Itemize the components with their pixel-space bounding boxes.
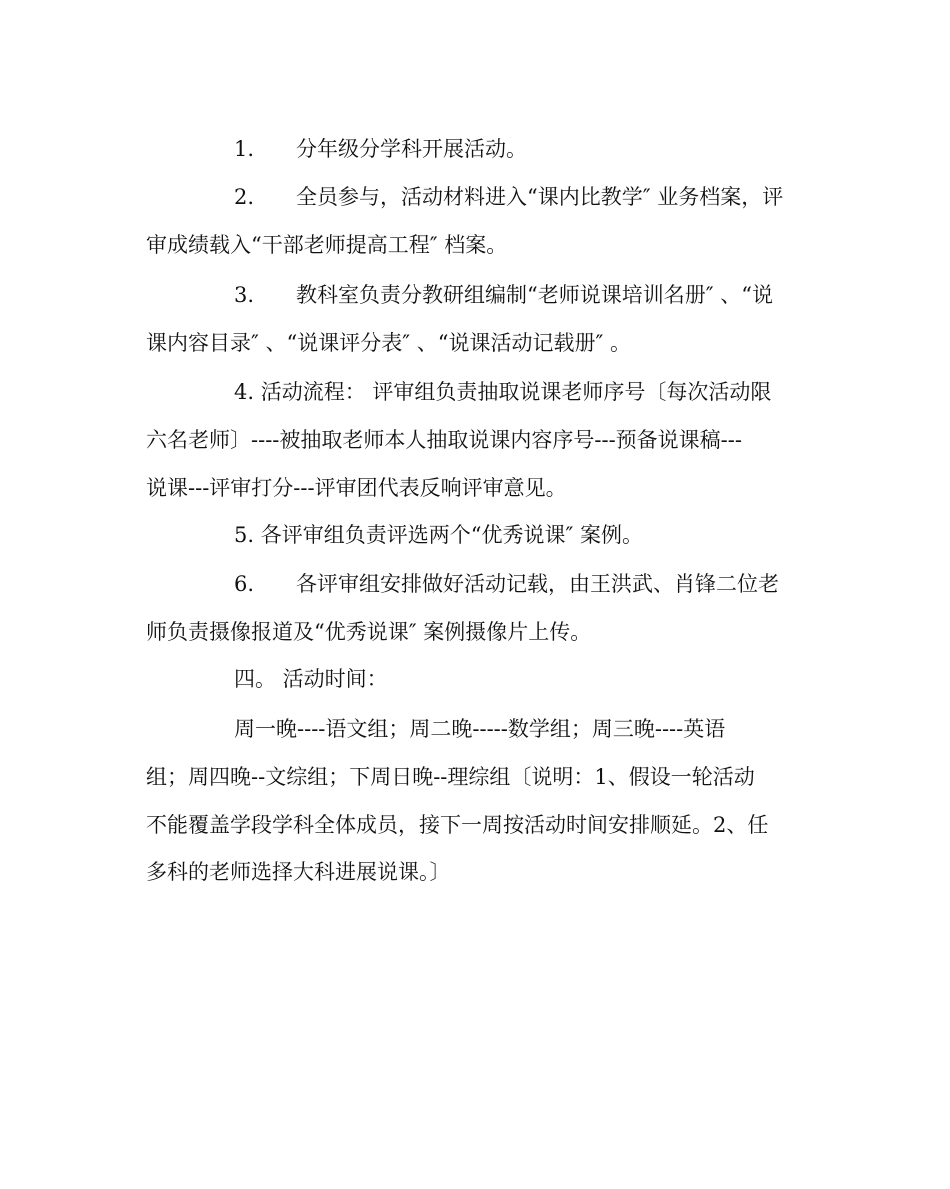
schedule-line-1: 周一晚----语文组；周二晚-----数学组；周三晚----英语 — [234, 717, 726, 741]
item-6-line-1: 6. 各评审组安排做好活动记载，由王洪武、肖锋二位老 — [234, 572, 780, 596]
item-2-line-2: 审成绩载入“干部老师提高工程″ 档案。 — [146, 233, 508, 257]
schedule-line-3: 不能覆盖学段学科全体成员，接下一周按活动时间安排顺延。2、任 — [146, 813, 769, 837]
schedule-line-2: 组；周四晚--文综组；下周日晚--理综组〔说明：1、假设一轮活动 — [146, 765, 755, 789]
item-1-line-1: 1. 分年级分学科开展活动。 — [234, 137, 528, 161]
schedule-line-4: 多科的老师选择大科进展说课。〕 — [146, 860, 451, 884]
item-4-line-3: 说课---评审打分---评审团代表反响评审意见。 — [146, 476, 567, 500]
item-3-line-1: 3. 教科室负责分教研组编制“老师说课培训名册″ 、“说 — [234, 283, 774, 307]
item-6-line-2: 师负责摄像报道及“优秀说课″ 案例摄像片上传。 — [146, 620, 592, 644]
item-4-line-2: 六名老师〕----被抽取老师本人抽取说课内容序号---预备说课稿--- — [146, 428, 742, 452]
item-2-line-1: 2. 全员参与，活动材料进入“课内比教学″ 业务档案，评 — [234, 185, 784, 209]
item-4-line-1: 4. 活动流程： 评审组负责抽取说课老师序号〔每次活动限 — [234, 380, 772, 404]
item-5-line-1: 5. 各评审组负责评选两个“优秀说课″ 案例。 — [234, 523, 643, 547]
item-3-line-2: 课内容目录″ 、“说课评分表″ 、“说课活动记载册″ 。 — [146, 331, 632, 355]
section-4-heading: 四。 活动时间： — [234, 667, 388, 691]
